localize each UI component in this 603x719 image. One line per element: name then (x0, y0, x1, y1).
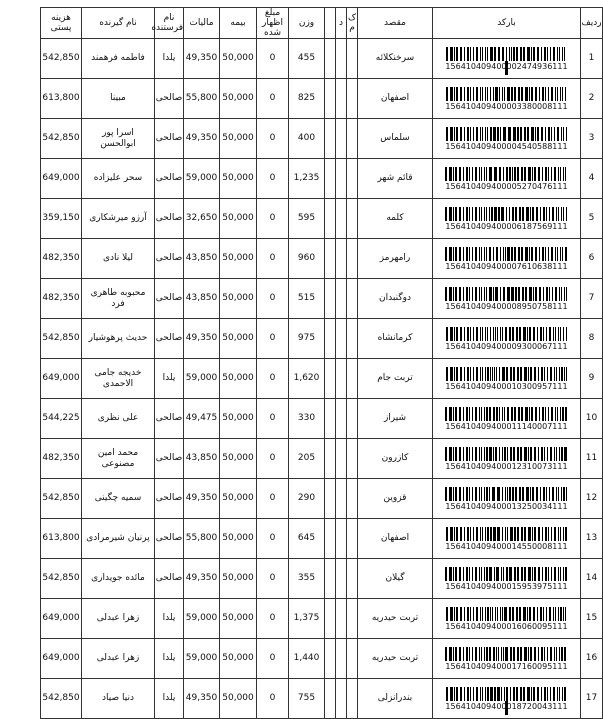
insurance: 50,000 (220, 479, 257, 519)
receiver-name: دنیا صیاد (82, 679, 155, 719)
insurance: 50,000 (220, 39, 257, 79)
declared-amount: 0 (257, 599, 289, 639)
table-row (41, 79, 603, 119)
sender-name: صالحی (155, 439, 184, 479)
table-row (41, 39, 603, 79)
header-insurance: بیمه (220, 8, 257, 39)
tax: 55,800 (184, 79, 220, 119)
tax: 59,000 (184, 159, 220, 199)
blank-cell (325, 439, 336, 479)
weight: 825 (289, 79, 325, 119)
sender-name: یلدا (155, 639, 184, 679)
declared-amount: 0 (257, 559, 289, 599)
barcode-cell (433, 359, 581, 399)
row-number: 1 (581, 39, 603, 79)
barcode-graphic (445, 487, 569, 501)
d-cell (336, 319, 347, 359)
tax: 49,475 (184, 399, 220, 439)
blank-cell (325, 119, 336, 159)
postal-cost: 542,850 (41, 39, 82, 79)
blank-cell (325, 279, 336, 319)
weight: 960 (289, 239, 325, 279)
receiver-name: زهرا عبدلی (82, 639, 155, 679)
blank-cell (325, 239, 336, 279)
destination: کازرون (358, 439, 433, 479)
d-cell (336, 399, 347, 439)
sender-name: صالحی (155, 79, 184, 119)
d-cell (336, 39, 347, 79)
blank-cell (325, 199, 336, 239)
barcode-cell (433, 159, 581, 199)
d-cell (336, 199, 347, 239)
declared-amount: 0 (257, 519, 289, 559)
row-number: 4 (581, 159, 603, 199)
barcode-number: 156410409400013250034111 (445, 501, 568, 511)
destination: سلماس (358, 119, 433, 159)
postal-cost: 544,225 (41, 399, 82, 439)
receiver-name: مبینا (82, 79, 155, 119)
receiver-name: فاطمه فرهمند (82, 39, 155, 79)
header-row (41, 8, 603, 39)
barcode-graphic (445, 287, 569, 301)
d-cell (336, 599, 347, 639)
weight: 290 (289, 479, 325, 519)
km-cell (347, 119, 358, 159)
declared-amount: 0 (257, 279, 289, 319)
declared-amount: 0 (257, 199, 289, 239)
receiver-name: پرنیان شیرمرادی (82, 519, 155, 559)
sender-name: یلدا (155, 359, 184, 399)
table-row (41, 159, 603, 199)
declared-amount: 0 (257, 79, 289, 119)
table-row (41, 559, 603, 599)
km-cell (347, 639, 358, 679)
table-row (41, 319, 603, 359)
tax: 32,650 (184, 199, 220, 239)
tax: 59,000 (184, 599, 220, 639)
row-number: 2 (581, 79, 603, 119)
destination: کلمه (358, 199, 433, 239)
receiver-name: آرزو میرشکاری (82, 199, 155, 239)
table-row (41, 399, 603, 439)
postal-cost: 482,350 (41, 439, 82, 479)
barcode-graphic (445, 527, 569, 541)
km-cell (347, 199, 358, 239)
declared-amount: 0 (257, 479, 289, 519)
row-number: 3 (581, 119, 603, 159)
postal-cost: 359,150 (41, 199, 82, 239)
postal-cost: 649,000 (41, 599, 82, 639)
row-number: 16 (581, 639, 603, 679)
header-blank (325, 8, 336, 39)
insurance: 50,000 (220, 439, 257, 479)
destination: دوگنبدان (358, 279, 433, 319)
destination: رامهرمز (358, 239, 433, 279)
table-body (41, 39, 603, 719)
shipment-sheet (40, 7, 602, 719)
barcode-number: 156410409400006187569111 (445, 221, 568, 231)
receiver-name: محبوبه طاهری فرد (82, 279, 155, 319)
barcode-graphic (445, 207, 569, 221)
insurance: 50,000 (220, 119, 257, 159)
tax: 49,350 (184, 679, 220, 719)
header-d: د (336, 8, 347, 39)
destination: تربت حیدریه (358, 599, 433, 639)
blank-cell (325, 39, 336, 79)
km-cell (347, 399, 358, 439)
blank-cell (325, 519, 336, 559)
destination: قائم شهر (358, 159, 433, 199)
header-barcode: بارکد (433, 8, 581, 39)
row-number: 14 (581, 559, 603, 599)
row-number: 17 (581, 679, 603, 719)
weight: 975 (289, 319, 325, 359)
table-row (41, 599, 603, 639)
barcode-graphic (445, 127, 569, 141)
receiver-name: زهرا عبدلی (82, 599, 155, 639)
row-number: 10 (581, 399, 603, 439)
declared-amount: 0 (257, 359, 289, 399)
header-sender: نام فرستنده (155, 8, 184, 39)
declared-amount: 0 (257, 239, 289, 279)
blank-cell (325, 479, 336, 519)
barcode-cell (433, 279, 581, 319)
row-number: 12 (581, 479, 603, 519)
tax: 43,850 (184, 239, 220, 279)
barcode-graphic (445, 407, 569, 421)
row-number: 8 (581, 319, 603, 359)
table-row (41, 439, 603, 479)
d-cell (336, 239, 347, 279)
insurance: 50,000 (220, 159, 257, 199)
weight: 205 (289, 439, 325, 479)
weight: 1,235 (289, 159, 325, 199)
weight: 455 (289, 39, 325, 79)
receiver-name: خدیجه جامی الاحمدی (82, 359, 155, 399)
barcode-number: 156410409400005270476111 (445, 181, 568, 191)
d-cell (336, 359, 347, 399)
barcode-number: 156410409400004540588111 (445, 141, 568, 151)
destination: قزوین (358, 479, 433, 519)
sender-name: صالحی (155, 119, 184, 159)
table-row (41, 119, 603, 159)
weight: 1,375 (289, 599, 325, 639)
sender-name: صالحی (155, 559, 184, 599)
destination: بندرانزلی (358, 679, 433, 719)
barcode-cell (433, 39, 581, 79)
barcode-graphic (445, 367, 569, 381)
table-row (41, 279, 603, 319)
barcode-number: 156410409400016060095111 (445, 621, 568, 631)
d-cell (336, 439, 347, 479)
postal-cost: 482,350 (41, 279, 82, 319)
barcode-graphic (445, 47, 569, 61)
barcode-number: 156410409400015953975111 (445, 581, 568, 591)
barcode-number: 156410409400010300957111 (445, 381, 568, 391)
barcode-cell (433, 399, 581, 439)
insurance: 50,000 (220, 639, 257, 679)
row-number: 5 (581, 199, 603, 239)
barcode-cell (433, 639, 581, 679)
weight: 515 (289, 279, 325, 319)
barcode-graphic (445, 327, 569, 341)
receiver-name: اسرا پور ابوالحسن (82, 119, 155, 159)
insurance: 50,000 (220, 399, 257, 439)
tax: 59,000 (184, 639, 220, 679)
declared-amount: 0 (257, 639, 289, 679)
sender-name: صالحی (155, 159, 184, 199)
km-cell (347, 319, 358, 359)
tax: 49,350 (184, 319, 220, 359)
tax: 59,000 (184, 359, 220, 399)
postal-cost: 542,850 (41, 559, 82, 599)
weight: 645 (289, 519, 325, 559)
d-cell (336, 119, 347, 159)
weight: 330 (289, 399, 325, 439)
weight: 355 (289, 559, 325, 599)
km-cell (347, 679, 358, 719)
header-weight: وزن (289, 8, 325, 39)
declared-amount: 0 (257, 439, 289, 479)
barcode-graphic (445, 647, 569, 661)
postal-cost: 542,850 (41, 119, 82, 159)
header-tax: مالیات (184, 8, 220, 39)
barcode-number: 156410409400018720043111 (445, 701, 568, 711)
insurance: 50,000 (220, 79, 257, 119)
blank-cell (325, 359, 336, 399)
receiver-name: علی نظری (82, 399, 155, 439)
declared-amount: 0 (257, 679, 289, 719)
barcode-graphic (445, 447, 569, 461)
tax: 49,350 (184, 119, 220, 159)
tax: 43,850 (184, 279, 220, 319)
sender-name: صالحی (155, 279, 184, 319)
barcode-cell (433, 679, 581, 719)
destination: اصفهان (358, 519, 433, 559)
barcode-cell (433, 319, 581, 359)
postal-cost: 542,850 (41, 679, 82, 719)
km-cell (347, 239, 358, 279)
postal-cost: 649,000 (41, 159, 82, 199)
barcode-cell (433, 479, 581, 519)
header-declared-amount: مبلغ اظهار شده (257, 8, 289, 39)
sender-name: صالحی (155, 319, 184, 359)
blank-cell (325, 559, 336, 599)
barcode-number: 156410409400008950758111 (445, 301, 568, 311)
receiver-name: محمد امین مصنوعی (82, 439, 155, 479)
declared-amount: 0 (257, 39, 289, 79)
barcode-number: 156410409400009300067111 (445, 341, 568, 351)
destination: شیراز (358, 399, 433, 439)
tax: 55,800 (184, 519, 220, 559)
barcode-number: 156410409400017160095111 (445, 661, 568, 671)
km-cell (347, 39, 358, 79)
postal-cost: 542,850 (41, 319, 82, 359)
insurance: 50,000 (220, 519, 257, 559)
blank-cell (325, 79, 336, 119)
d-cell (336, 279, 347, 319)
blank-cell (325, 319, 336, 359)
postal-cost: 649,000 (41, 359, 82, 399)
table-row (41, 479, 603, 519)
insurance: 50,000 (220, 279, 257, 319)
barcode-cell (433, 239, 581, 279)
header-receiver: نام گیرنده (82, 8, 155, 39)
row-number: 13 (581, 519, 603, 559)
row-number: 9 (581, 359, 603, 399)
sender-name: یلدا (155, 39, 184, 79)
header-row-number: ردیف (581, 8, 603, 39)
receiver-name: مائده جویداری (82, 559, 155, 599)
sender-name: صالحی (155, 199, 184, 239)
barcode-graphic (445, 87, 569, 101)
header-destination: مقصد (358, 8, 433, 39)
blank-cell (325, 399, 336, 439)
barcode-graphic (445, 567, 569, 581)
barcode-cell (433, 599, 581, 639)
postal-cost: 649,000 (41, 639, 82, 679)
km-cell (347, 479, 358, 519)
declared-amount: 0 (257, 319, 289, 359)
insurance: 50,000 (220, 199, 257, 239)
barcode-graphic (445, 607, 569, 621)
destination: تربت جام (358, 359, 433, 399)
d-cell (336, 159, 347, 199)
table-row (41, 239, 603, 279)
insurance: 50,000 (220, 599, 257, 639)
weight: 1,440 (289, 639, 325, 679)
barcode-graphic (445, 687, 569, 701)
km-cell (347, 519, 358, 559)
postal-cost: 542,850 (41, 479, 82, 519)
declared-amount: 0 (257, 399, 289, 439)
blank-cell (325, 639, 336, 679)
d-cell (336, 679, 347, 719)
barcode-graphic (445, 167, 569, 181)
sender-name: یلدا (155, 599, 184, 639)
row-number: 7 (581, 279, 603, 319)
d-cell (336, 559, 347, 599)
blank-cell (325, 159, 336, 199)
insurance: 50,000 (220, 679, 257, 719)
table-row (41, 519, 603, 559)
header-postal-cost: هزینه پستی (41, 8, 82, 39)
row-number: 6 (581, 239, 603, 279)
destination: تربت حیدریه (358, 639, 433, 679)
table-row (41, 359, 603, 399)
sender-name: صالحی (155, 399, 184, 439)
destination: سرخنکلائه (358, 39, 433, 79)
shipment-table (40, 7, 603, 719)
weight: 595 (289, 199, 325, 239)
km-cell (347, 559, 358, 599)
declared-amount: 0 (257, 159, 289, 199)
blank-cell (325, 679, 336, 719)
receiver-name: سمیه چگینی (82, 479, 155, 519)
destination: گیلان (358, 559, 433, 599)
d-cell (336, 79, 347, 119)
barcode-cell (433, 439, 581, 479)
d-cell (336, 639, 347, 679)
barcode-cell (433, 199, 581, 239)
insurance: 50,000 (220, 559, 257, 599)
sender-name: یلدا (155, 679, 184, 719)
insurance: 50,000 (220, 359, 257, 399)
km-cell (347, 359, 358, 399)
tax: 49,350 (184, 479, 220, 519)
insurance: 50,000 (220, 319, 257, 359)
tax: 49,350 (184, 559, 220, 599)
barcode-number: 156410409400003380008111 (445, 101, 568, 111)
receiver-name: سحر علیزاده (82, 159, 155, 199)
weight: 755 (289, 679, 325, 719)
blank-cell (325, 599, 336, 639)
km-cell (347, 279, 358, 319)
d-cell (336, 519, 347, 559)
barcode-cell (433, 519, 581, 559)
barcode-number: 156410409400012310073111 (445, 461, 568, 471)
row-number: 11 (581, 439, 603, 479)
postal-cost: 613,800 (41, 519, 82, 559)
weight: 400 (289, 119, 325, 159)
postal-cost: 482,350 (41, 239, 82, 279)
d-cell (336, 479, 347, 519)
tax: 43,850 (184, 439, 220, 479)
sender-name: صالحی (155, 519, 184, 559)
km-cell (347, 79, 358, 119)
row-number: 15 (581, 599, 603, 639)
barcode-cell (433, 119, 581, 159)
tax: 49,350 (184, 39, 220, 79)
receiver-name: حدیث پرهوشیار (82, 319, 155, 359)
sender-name: صالحی (155, 479, 184, 519)
barcode-graphic (445, 247, 569, 261)
destination: اصفهان (358, 79, 433, 119)
receiver-name: لیلا نادی (82, 239, 155, 279)
km-cell (347, 599, 358, 639)
destination: کرمانشاه (358, 319, 433, 359)
barcode-number: 156410409400007610638111 (445, 261, 568, 271)
weight: 1,620 (289, 359, 325, 399)
table-row (41, 199, 603, 239)
barcode-cell (433, 559, 581, 599)
header-km: ک م (347, 8, 358, 39)
barcode-number: 156410409400011140007111 (445, 421, 568, 431)
km-cell (347, 439, 358, 479)
km-cell (347, 159, 358, 199)
barcode-cell (433, 79, 581, 119)
table-row (41, 679, 603, 719)
insurance: 50,000 (220, 239, 257, 279)
barcode-number: 156410409400002474936111 (445, 61, 568, 71)
declared-amount: 0 (257, 119, 289, 159)
barcode-number: 156410409400014550008111 (445, 541, 568, 551)
postal-cost: 613,800 (41, 79, 82, 119)
sender-name: صالحی (155, 239, 184, 279)
table-row (41, 639, 603, 679)
